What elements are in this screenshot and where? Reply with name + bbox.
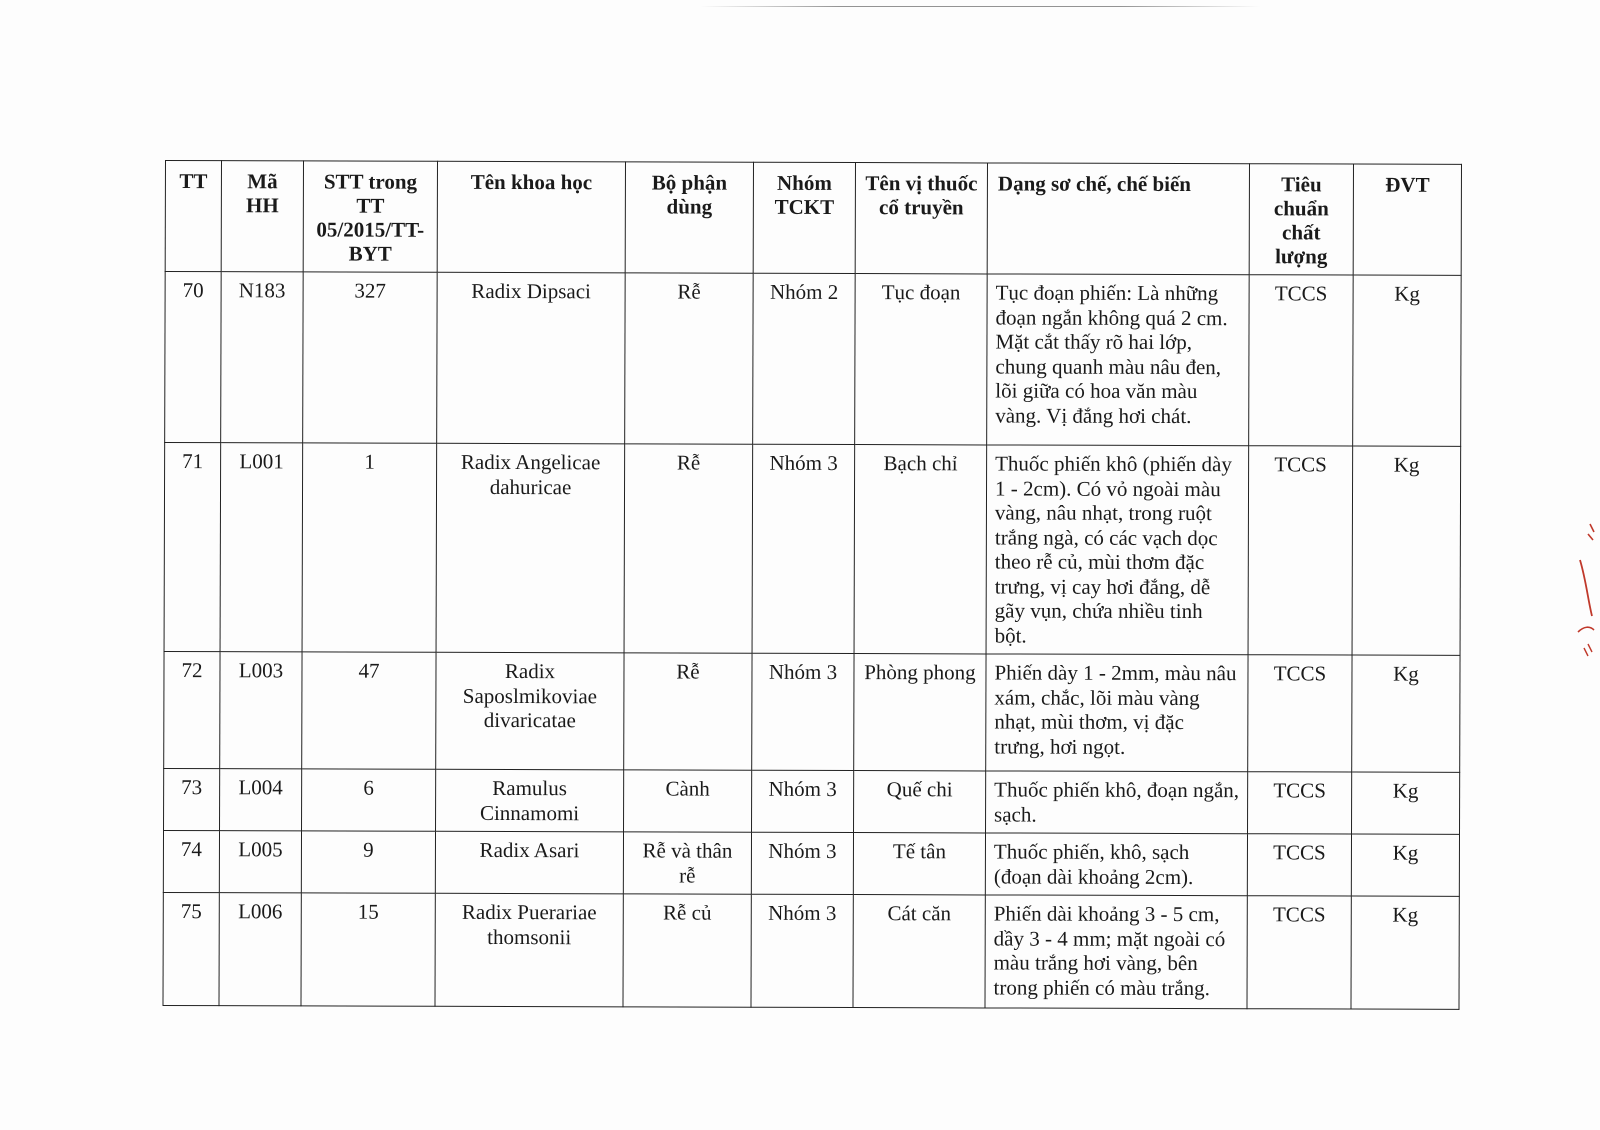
cell-tt: 71 <box>164 443 221 652</box>
cell-dvt: Kg <box>1352 772 1460 834</box>
cell-nhom-tckt: Nhóm 3 <box>752 444 855 653</box>
header-stt: STT trong TT 05/2015/TT-BYT <box>303 161 437 272</box>
table-row <box>163 892 1459 1009</box>
cell-dvt: Kg <box>1351 834 1459 896</box>
cell-dvt: Kg <box>1351 896 1459 1009</box>
cell-dang-so-che: Phiến dày 1 - 2mm, màu nâu xám, chắc, lõi màu vàng nhạt, mùi thơm, vị đặc trưng, hơi ngọt. <box>986 654 1248 772</box>
cell-bo-phan-dung: Cành <box>624 770 752 832</box>
header-nhom-tckt: Nhóm TCKT <box>753 162 855 273</box>
cell-dvt: Kg <box>1353 275 1462 446</box>
cell-ma-hh: L006 <box>219 893 301 1006</box>
cell-ten-vi-thuoc: Tế tân <box>853 833 985 895</box>
header-dang-so-che: Dạng sơ chế, chế biến <box>987 163 1249 275</box>
cell-dang-so-che: Thuốc phiến khô, đoạn ngắn, sạch. <box>986 771 1248 834</box>
herbal-medicine-table-wrapper <box>162 160 1461 1010</box>
cell-ma-hh: L005 <box>219 831 301 893</box>
cell-nhom-tckt: Nhóm 3 <box>752 653 854 770</box>
cell-ma-hh: L001 <box>220 443 303 652</box>
cell-tt: 70 <box>165 272 222 443</box>
header-tt: TT <box>165 161 221 272</box>
table-row <box>164 768 1460 834</box>
cell-nhom-tckt: Nhóm 3 <box>752 770 854 832</box>
table-row <box>164 651 1460 772</box>
cell-tieu-chuan: TCCS <box>1248 772 1352 834</box>
cell-tieu-chuan: TCCS <box>1249 275 1354 446</box>
cell-bo-phan-dung: Rễ <box>624 653 752 770</box>
cell-ma-hh: L003 <box>220 652 302 769</box>
cell-nhom-tckt: Nhóm 3 <box>751 832 853 894</box>
table-row <box>163 830 1459 896</box>
herbal-medicine-table <box>162 160 1462 1010</box>
cell-nhom-tckt: Nhóm 3 <box>751 894 853 1007</box>
cell-stt: 47 <box>302 652 436 769</box>
table-header-row <box>165 161 1461 276</box>
cell-tt: 75 <box>163 892 219 1005</box>
header-ten-vi-thuoc: Tên vị thuốc cổ truyền <box>855 163 987 274</box>
cell-ten-khoa-hoc: Ramulus Cinnamomi <box>436 769 624 832</box>
cell-dang-so-che: Thuốc phiến, khô, sạch (đoạn dài khoảng 2cm). <box>985 833 1247 896</box>
cell-stt: 1 <box>302 443 437 652</box>
cell-ten-khoa-hoc: Radix Saposlmikoviae divaricatae <box>436 652 624 770</box>
cell-tieu-chuan: TCCS <box>1248 446 1353 655</box>
scan-edge-line <box>700 6 1260 7</box>
cell-dang-so-che: Thuốc phiến khô (phiến dày 1 - 2cm). Có vỏ ngoài màu vàng, nâu nhạt, trong ruột trắng ngà, có các vạch dọc theo rễ củ, mùi thơm đặc trưng, vị cay hơi đắng, dễ gãy vụn, chứa nhiều tinh bột. <box>986 445 1249 655</box>
cell-tt: 74 <box>163 830 219 892</box>
cell-dang-so-che: Phiến dài khoảng 3 - 5 cm, dầy 3 - 4 mm; mặt ngoài có màu trắng hơi vàng, bên trong phiến có màu trắng. <box>985 895 1247 1009</box>
cell-dvt: Kg <box>1352 446 1461 655</box>
cell-ten-khoa-hoc: Radix Asari <box>435 831 623 894</box>
cell-dang-so-che: Tục đoạn phiến: Là những đoạn ngắn không quá 2 cm. Mặt cắt thấy rõ hai lớp, chung quanh màu nâu đen, lõi giữa có hoa văn màu vàng. Vị đắng hơi chát. <box>987 274 1250 446</box>
cell-ma-hh: L004 <box>220 769 302 831</box>
cell-stt: 9 <box>301 831 435 893</box>
cell-tt: 72 <box>164 651 220 768</box>
cell-nhom-tckt: Nhóm 2 <box>753 273 856 444</box>
cell-ten-vi-thuoc: Cát căn <box>853 895 985 1008</box>
cell-tieu-chuan: TCCS <box>1247 834 1351 896</box>
cell-stt: 6 <box>302 769 436 831</box>
table-row <box>165 272 1462 447</box>
header-bo-phan-dung: Bộ phận dùng <box>625 162 753 273</box>
cell-ten-vi-thuoc: Phòng phong <box>854 654 986 771</box>
cell-stt: 15 <box>301 893 435 1006</box>
header-dvt: ĐVT <box>1353 164 1461 275</box>
header-ma-hh: Mã HH <box>221 161 303 272</box>
red-stamp-edge <box>1566 520 1596 660</box>
cell-ten-vi-thuoc: Tục đoạn <box>855 274 988 445</box>
cell-bo-phan-dung: Rễ và thân rễ <box>623 832 751 894</box>
cell-ten-khoa-hoc: Radix Puerariae thomsonii <box>435 893 623 1007</box>
cell-ten-vi-thuoc: Bạch chỉ <box>854 445 987 654</box>
cell-bo-phan-dung: Rễ <box>624 444 753 653</box>
cell-stt: 327 <box>303 272 438 443</box>
cell-tieu-chuan: TCCS <box>1247 896 1351 1009</box>
cell-ten-khoa-hoc: Radix Dipsaci <box>437 272 626 444</box>
cell-bo-phan-dung: Rễ <box>625 273 754 444</box>
cell-ma-hh: N183 <box>221 272 304 443</box>
cell-tt: 73 <box>164 768 220 830</box>
cell-dvt: Kg <box>1352 655 1460 772</box>
table-row <box>164 443 1461 656</box>
cell-ten-vi-thuoc: Quế chi <box>854 771 986 833</box>
cell-tieu-chuan: TCCS <box>1248 655 1352 772</box>
cell-ten-khoa-hoc: Radix Angelicae dahuricae <box>436 443 625 653</box>
header-ten-khoa-hoc: Tên khoa học <box>437 161 625 273</box>
cell-bo-phan-dung: Rễ củ <box>623 894 751 1007</box>
header-tieu-chuan: Tiêu chuẩn chất lượng <box>1249 164 1353 275</box>
